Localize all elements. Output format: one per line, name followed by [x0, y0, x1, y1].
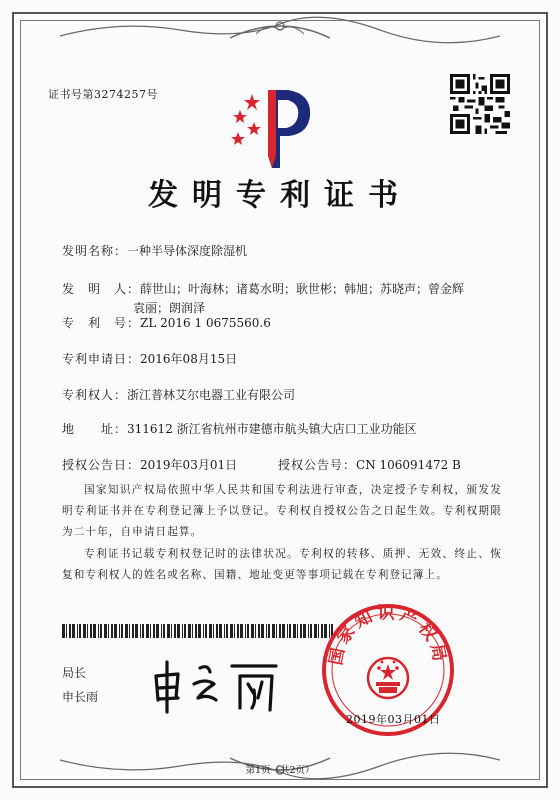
filing-date-value: 2016年08月15日 [140, 352, 238, 366]
grant-no-value: CN 106091472 B [356, 458, 461, 472]
seal-date: 2019年03月01日 [346, 713, 441, 726]
grant-date-value: 2019年03月01日 [140, 458, 238, 472]
certificate-number: 证书号第3274257号 [48, 88, 158, 101]
grant-date-row [62, 456, 237, 475]
inventor-label: 发 明 人： [62, 282, 141, 296]
certificate-title: 发明专利证书 [148, 178, 412, 213]
signature-image [148, 654, 288, 716]
grant-no-label: 授权公告号： [278, 458, 357, 472]
patentee-value: 浙江普林艾尔电器工业有限公司 [127, 388, 296, 402]
patent-no-label: 专 利 号： [62, 316, 141, 330]
address-row [62, 420, 417, 439]
inventor-row [62, 280, 502, 299]
grant-no-row [278, 456, 461, 475]
invention-name-row [62, 242, 247, 261]
filing-date-row [62, 350, 237, 369]
signatory-title: 局长 [62, 666, 87, 680]
signatory-name: 申长雨 [62, 690, 99, 704]
notice-paragraph-2: 专利证书记载专利权登记时的法律状况。专利权的转移、质押、无效、终止、恢复和专利权人的姓名或名称、国籍、地址变更等事项记载在专利登记簿上。 [62, 548, 502, 581]
barcode-icon [62, 624, 334, 638]
invention-name-label: 发明名称： [62, 244, 128, 258]
patentee-row [62, 386, 295, 405]
patent-no-value: ZL 2016 1 0675560.6 [140, 316, 271, 330]
top-ornament [60, 16, 500, 44]
inventors-line2: 袁丽；朗润泽 [133, 301, 206, 315]
patentee-label: 专利权人： [62, 388, 128, 402]
grant-date-label: 授权公告日： [62, 458, 141, 472]
address-label: 地 址： [62, 422, 128, 436]
notice-paragraph-1: 国家知识产权局依照中华人民共和国专利法进行审查，决定授予专利权，颁发发明专利证书并在专利登记簿上予以登记。专利权自授权公告之日起生效。专利权期限为二十年，自申请日起算。 [62, 484, 502, 538]
seal-text: 国家知识产权局 [326, 603, 450, 667]
patent-office-emblem-icon [228, 76, 328, 172]
page-number: 第1页（共2页） [245, 765, 315, 776]
patent-no-row [62, 314, 271, 333]
address-value: 311612 浙江省杭州市建德市航头镇大店口工业功能区 [127, 422, 417, 436]
invention-name-value: 一种半导体深度除湿机 [127, 244, 248, 258]
qr-code-icon [450, 74, 510, 134]
inventors-line1: 薛世山；叶海林；诸葛水明；耿世彬；韩旭；苏晓声；曾金辉 [140, 282, 465, 296]
filing-date-label: 专利申请日： [62, 352, 141, 366]
